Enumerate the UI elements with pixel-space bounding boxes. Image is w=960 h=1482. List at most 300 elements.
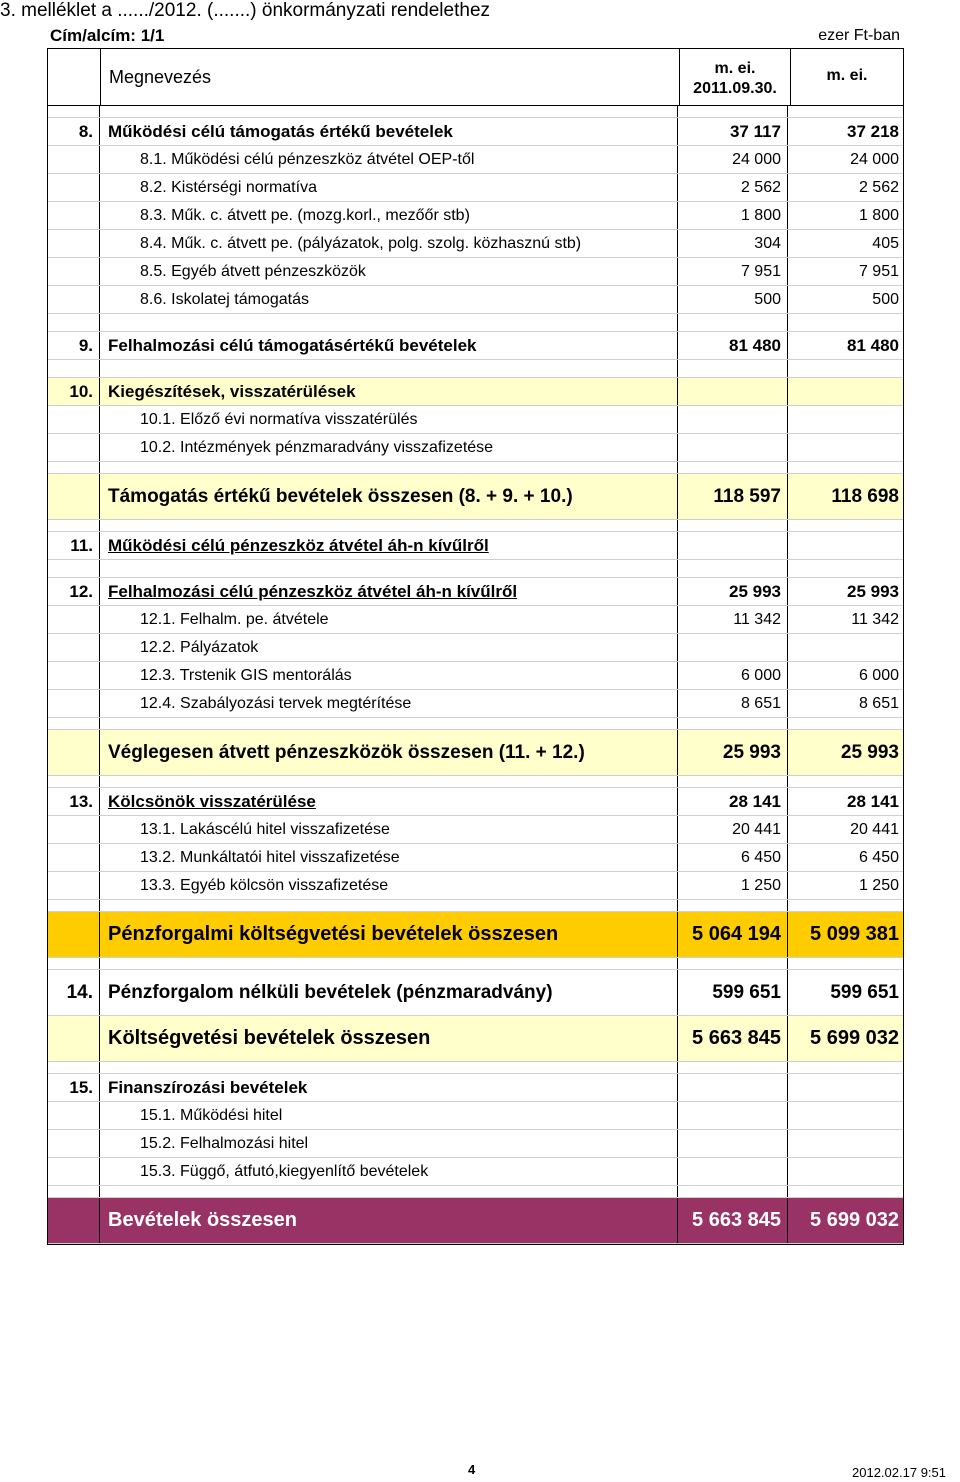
header-number-cell xyxy=(48,49,101,105)
spacer-row xyxy=(48,1062,903,1074)
table-row xyxy=(48,872,903,900)
row-value1-cell xyxy=(678,202,788,229)
row-label-cell xyxy=(100,106,678,117)
row-value1-text: 1 800 xyxy=(740,206,781,224)
row-value1-text: 25 993 xyxy=(722,741,781,763)
spacer-row xyxy=(48,462,903,474)
row-value2-text: 6 450 xyxy=(858,848,899,866)
row-label-text: Felhalmozási célú támogatásértékű bevételek xyxy=(108,335,477,355)
row-value2-cell xyxy=(788,1186,903,1197)
table-row xyxy=(48,912,903,958)
row-value1-cell xyxy=(678,230,788,257)
row-value2-cell xyxy=(788,912,903,957)
row-label-cell xyxy=(100,900,678,911)
row-label-cell xyxy=(100,1074,678,1101)
row-value1-cell xyxy=(678,634,788,661)
row-value2-cell xyxy=(788,332,903,359)
row-value1-cell xyxy=(678,970,788,1015)
row-value1-text: 20 441 xyxy=(732,820,781,838)
row-label-text: 15.1. Működési hitel xyxy=(140,1106,283,1124)
row-value1-text: 81 480 xyxy=(729,335,781,355)
row-value2-cell xyxy=(788,1016,903,1061)
row-label-cell xyxy=(100,560,678,577)
row-label-text: Költségvetési bevételek összesen xyxy=(108,1027,431,1049)
row-value2-text: 5 099 381 xyxy=(810,923,899,945)
row-value2-cell xyxy=(788,662,903,689)
row-label-text: 12.2. Pályázatok xyxy=(140,638,259,656)
row-number-cell xyxy=(48,1130,100,1157)
row-value2-cell xyxy=(788,230,903,257)
row-number-cell xyxy=(48,1062,100,1073)
row-value2-cell xyxy=(788,258,903,285)
row-value2-text: 500 xyxy=(872,290,899,308)
row-value1-cell xyxy=(678,406,788,433)
row-value2-cell xyxy=(788,1198,903,1243)
row-value2-cell xyxy=(788,560,903,577)
row-value2-cell xyxy=(788,900,903,911)
unit-label: ezer Ft-ban xyxy=(818,27,900,44)
row-label-text: Működési célú támogatás értékű bevételek xyxy=(108,121,453,141)
row-value2-cell xyxy=(788,1102,903,1129)
row-value2-text: 5 699 032 xyxy=(810,1027,899,1049)
row-number-cell xyxy=(48,286,100,313)
revenue-table xyxy=(47,48,904,1245)
row-value1-cell xyxy=(678,360,788,377)
table-body xyxy=(48,106,903,1244)
row-label-cell xyxy=(100,378,678,405)
table-row xyxy=(48,532,903,560)
row-value1-cell xyxy=(678,776,788,787)
row-value1-cell xyxy=(678,560,788,577)
row-value2-text: 7 951 xyxy=(858,262,899,280)
row-value2-cell xyxy=(788,844,903,871)
row-label-cell xyxy=(100,146,678,173)
row-value1-text: 5 663 845 xyxy=(692,1027,781,1049)
row-number-cell xyxy=(48,958,100,969)
spacer-row xyxy=(48,1186,903,1198)
print-timestamp: 2012.02.17 9:51 xyxy=(852,1465,946,1480)
row-number-text: 14. xyxy=(66,981,93,1003)
row-label-text: 8.2. Kistérségi normatíva xyxy=(140,178,317,196)
row-label-cell xyxy=(100,634,678,661)
row-number-text: 9. xyxy=(78,335,93,355)
row-value2-cell xyxy=(788,788,903,815)
row-number-text: 11. xyxy=(70,535,93,555)
row-label-cell xyxy=(100,844,678,871)
row-number-cell xyxy=(48,606,100,633)
row-value2-text: 20 441 xyxy=(850,820,899,838)
row-value2-text: 118 698 xyxy=(831,485,899,507)
row-value1-cell xyxy=(678,174,788,201)
row-label-text: 12.1. Felhalm. pe. átvétele xyxy=(140,610,329,628)
row-label-text: Finanszírozási bevételek xyxy=(108,1077,308,1097)
table-row xyxy=(48,634,903,662)
table-row xyxy=(48,378,903,406)
row-value2-text: 8 651 xyxy=(858,694,899,712)
row-number-cell xyxy=(48,970,100,1015)
row-number-text: 13. xyxy=(69,791,93,811)
row-number-cell xyxy=(48,816,100,843)
row-label-cell xyxy=(100,1130,678,1157)
row-label-cell xyxy=(100,332,678,359)
row-value2-cell xyxy=(788,378,903,405)
table-row xyxy=(48,146,903,174)
spacer-row xyxy=(48,106,903,118)
row-value2-text: 405 xyxy=(872,234,899,252)
row-label-cell xyxy=(100,718,678,729)
spacer-row xyxy=(48,360,903,378)
row-value2-cell xyxy=(788,816,903,843)
row-number-cell xyxy=(48,434,100,461)
row-label-text: 13.3. Egyéb kölcsön visszafizetése xyxy=(140,876,389,894)
row-number-cell xyxy=(48,1158,100,1185)
row-value2-text: 25 993 xyxy=(840,741,899,763)
row-value2-cell xyxy=(788,474,903,519)
row-label-text: 8.1. Működési célú pénzeszköz átvétel OEP-től xyxy=(140,150,475,168)
row-number-cell xyxy=(48,360,100,377)
row-label-cell xyxy=(100,286,678,313)
row-label-cell xyxy=(100,520,678,531)
row-value1-text: 2 562 xyxy=(740,178,781,196)
table-row xyxy=(48,118,903,146)
row-value2-cell xyxy=(788,970,903,1015)
spacer-row xyxy=(48,776,903,788)
row-label-cell xyxy=(100,1102,678,1129)
row-value2-text: 24 000 xyxy=(850,150,899,168)
row-value2-cell xyxy=(788,1130,903,1157)
row-value2-text: 37 218 xyxy=(847,121,899,141)
row-value1-cell xyxy=(678,900,788,911)
row-value1-text: 28 141 xyxy=(729,791,781,811)
row-value2-cell xyxy=(788,462,903,473)
row-number-cell xyxy=(48,462,100,473)
row-value1-text: 118 597 xyxy=(713,485,781,507)
row-value1-cell xyxy=(678,912,788,957)
row-label-text: 13.2. Munkáltatói hitel visszafizetése xyxy=(140,848,400,866)
spacer-row xyxy=(48,520,903,532)
table-row xyxy=(48,1198,903,1244)
row-value2-text: 1 800 xyxy=(858,206,899,224)
row-value1-cell xyxy=(678,1130,788,1157)
row-number-cell xyxy=(48,520,100,531)
row-value1-cell xyxy=(678,1016,788,1061)
table-row xyxy=(48,434,903,462)
row-value1-text: 24 000 xyxy=(732,150,781,168)
row-value2-cell xyxy=(788,360,903,377)
row-number-cell xyxy=(48,912,100,957)
row-label-cell xyxy=(100,690,678,717)
row-value2-cell xyxy=(788,730,903,775)
spacer-row xyxy=(48,900,903,912)
document-title: 3. melléklet a ....../2012. (.......) önkormányzati rendelethez xyxy=(0,0,491,21)
row-label-text: 8.5. Egyéb átvett pénzeszközök xyxy=(140,262,366,280)
column-col1-label: m. ei. 2011.09.30. xyxy=(693,60,777,97)
row-value2-text: 81 480 xyxy=(847,335,899,355)
row-label-text: Pénzforgalom nélküli bevételek (pénzmaradvány) xyxy=(108,981,553,1003)
row-label-text: Felhalmozási célú pénzeszköz átvétel áh-n kívűlről xyxy=(108,581,518,601)
row-value1-cell xyxy=(678,816,788,843)
row-number-cell xyxy=(48,1198,100,1243)
table-row xyxy=(48,1016,903,1062)
table-row xyxy=(48,1158,903,1186)
row-value1-cell xyxy=(678,1186,788,1197)
row-label-text: Kiegészítések, visszatérülések xyxy=(108,381,356,401)
row-number-cell xyxy=(48,146,100,173)
row-value2-text: 2 562 xyxy=(858,178,899,196)
row-label-text: Kölcsönök visszatérülése xyxy=(108,791,316,811)
row-number-cell xyxy=(48,1016,100,1061)
row-number-text: 10. xyxy=(69,381,93,401)
row-number-cell xyxy=(48,378,100,405)
row-number-text: 15. xyxy=(69,1077,93,1097)
row-value1-text: 11 342 xyxy=(733,610,781,628)
row-value1-cell xyxy=(678,958,788,969)
row-value2-cell xyxy=(788,146,903,173)
row-value1-text: 37 117 xyxy=(729,121,781,141)
table-row xyxy=(48,730,903,776)
row-value1-cell xyxy=(678,1102,788,1129)
row-number-cell xyxy=(48,844,100,871)
table-row xyxy=(48,230,903,258)
row-label-text: Véglegesen átvett pénzeszközök összesen (11. + 12.) xyxy=(108,741,585,763)
spacer-row xyxy=(48,958,903,970)
table-row xyxy=(48,406,903,434)
header-col1-cell xyxy=(680,49,791,105)
row-number-cell xyxy=(48,578,100,605)
table-row xyxy=(48,332,903,360)
row-number-cell xyxy=(48,900,100,911)
row-number-cell xyxy=(48,1186,100,1197)
row-label-cell xyxy=(100,360,678,377)
row-label-text: 8.3. Műk. c. átvett pe. (mozg.korl., mezőőr stb) xyxy=(140,206,470,224)
row-value2-text: 6 000 xyxy=(858,666,899,684)
row-value1-cell xyxy=(678,258,788,285)
row-value1-cell xyxy=(678,1198,788,1243)
header-col2-cell xyxy=(791,49,903,105)
row-number-cell xyxy=(48,662,100,689)
row-label-text: 12.3. Trstenik GIS mentorálás xyxy=(140,666,352,684)
row-value2-cell xyxy=(788,106,903,117)
row-label-cell xyxy=(100,202,678,229)
row-label-cell xyxy=(100,1062,678,1073)
row-label-text: 8.4. Műk. c. átvett pe. (pályázatok, polg. szolg. közhasznú stb) xyxy=(140,234,582,252)
row-label-cell xyxy=(100,958,678,969)
row-value2-cell xyxy=(788,174,903,201)
table-row xyxy=(48,202,903,230)
row-value1-cell xyxy=(678,146,788,173)
row-label-cell xyxy=(100,606,678,633)
row-value2-cell xyxy=(788,118,903,145)
row-value1-text: 599 651 xyxy=(712,981,781,1003)
row-value2-cell xyxy=(788,606,903,633)
row-value2-cell xyxy=(788,1062,903,1073)
row-label-cell xyxy=(100,1186,678,1197)
table-row xyxy=(48,844,903,872)
table-row xyxy=(48,662,903,690)
row-value1-cell xyxy=(678,462,788,473)
row-label-cell xyxy=(100,662,678,689)
table-row xyxy=(48,606,903,634)
table-row xyxy=(48,474,903,520)
row-label-cell xyxy=(100,258,678,285)
row-number-cell xyxy=(48,118,100,145)
row-label-cell xyxy=(100,314,678,331)
row-value1-text: 5 064 194 xyxy=(692,923,781,945)
row-label-cell xyxy=(100,788,678,815)
row-value1-text: 7 951 xyxy=(740,262,781,280)
column-name-label: Megnevezés xyxy=(109,67,212,87)
row-number-cell xyxy=(48,1074,100,1101)
row-label-cell xyxy=(100,230,678,257)
row-number-cell xyxy=(48,718,100,729)
row-label-cell xyxy=(100,912,678,957)
row-value1-cell xyxy=(678,844,788,871)
header-name-cell xyxy=(101,49,680,105)
spacer-row xyxy=(48,718,903,730)
row-value2-text: 599 651 xyxy=(830,981,899,1003)
row-value1-text: 8 651 xyxy=(740,694,781,712)
row-value2-cell xyxy=(788,776,903,787)
row-value1-cell xyxy=(678,520,788,531)
row-value1-cell xyxy=(678,532,788,559)
row-value1-cell xyxy=(678,718,788,729)
row-value1-cell xyxy=(678,872,788,899)
row-value1-cell xyxy=(678,434,788,461)
row-value1-cell xyxy=(678,106,788,117)
table-row xyxy=(48,1074,903,1102)
row-value1-cell xyxy=(678,578,788,605)
row-value1-cell xyxy=(678,662,788,689)
row-number-cell xyxy=(48,532,100,559)
row-value2-cell xyxy=(788,520,903,531)
row-value2-text: 1 250 xyxy=(858,876,899,894)
row-value1-text: 1 250 xyxy=(740,876,781,894)
spacer-row xyxy=(48,314,903,332)
row-label-cell xyxy=(100,1198,678,1243)
table-row xyxy=(48,1102,903,1130)
row-label-text: Bevételek összesen xyxy=(108,1209,298,1231)
table-row xyxy=(48,1130,903,1158)
row-value1-text: 6 450 xyxy=(740,848,781,866)
row-value2-cell xyxy=(788,1158,903,1185)
row-number-cell xyxy=(48,230,100,257)
row-label-cell xyxy=(100,474,678,519)
row-label-cell xyxy=(100,578,678,605)
table-row xyxy=(48,816,903,844)
table-row xyxy=(48,258,903,286)
row-number-cell xyxy=(48,202,100,229)
row-label-cell xyxy=(100,730,678,775)
row-label-cell xyxy=(100,776,678,787)
row-value1-cell xyxy=(678,332,788,359)
row-label-cell xyxy=(100,434,678,461)
row-number-cell xyxy=(48,634,100,661)
row-value2-cell xyxy=(788,634,903,661)
row-number-cell xyxy=(48,314,100,331)
row-value2-text: 28 141 xyxy=(847,791,899,811)
row-number-cell xyxy=(48,1102,100,1129)
row-number-cell xyxy=(48,560,100,577)
spacer-row xyxy=(48,560,903,578)
row-value1-text: 304 xyxy=(754,234,781,252)
row-label-cell xyxy=(100,462,678,473)
row-value2-text: 11 342 xyxy=(851,610,899,628)
row-label-cell xyxy=(100,118,678,145)
row-label-text: 15.2. Felhalmozási hitel xyxy=(140,1134,309,1152)
row-label-text: 12.4. Szabályozási tervek megtérítése xyxy=(140,694,412,712)
row-value1-text: 5 663 845 xyxy=(692,1209,781,1231)
row-value2-cell xyxy=(788,958,903,969)
table-row xyxy=(48,690,903,718)
row-value1-cell xyxy=(678,730,788,775)
row-value1-cell xyxy=(678,378,788,405)
row-value1-cell xyxy=(678,474,788,519)
row-label-cell xyxy=(100,532,678,559)
row-value2-cell xyxy=(788,202,903,229)
row-number-text: 8. xyxy=(78,121,93,141)
document-subtitle: Cím/alcím: 1/1 xyxy=(50,26,165,45)
row-number-cell xyxy=(48,690,100,717)
row-value1-text: 6 000 xyxy=(740,666,781,684)
row-label-cell xyxy=(100,872,678,899)
row-value1-cell xyxy=(678,690,788,717)
page-number: 4 xyxy=(468,1462,476,1477)
row-number-cell xyxy=(48,106,100,117)
row-label-cell xyxy=(100,174,678,201)
row-label-text: 15.3. Függő, átfutó,kiegyenlítő bevételek xyxy=(140,1162,429,1180)
row-label-text: 13.1. Lakáscélú hitel visszafizetése xyxy=(140,820,390,838)
row-value2-cell xyxy=(788,314,903,331)
row-label-cell xyxy=(100,816,678,843)
table-row xyxy=(48,788,903,816)
column-col2-label: m. ei. xyxy=(826,67,868,84)
table-row xyxy=(48,174,903,202)
row-value2-cell xyxy=(788,286,903,313)
row-label-text: 8.6. Iskolatej támogatás xyxy=(140,290,309,308)
row-value2-cell xyxy=(788,578,903,605)
row-value1-text: 25 993 xyxy=(729,581,781,601)
row-label-text: Pénzforgalmi költségvetési bevételek összesen xyxy=(108,923,559,945)
table-row xyxy=(48,286,903,314)
row-number-cell xyxy=(48,788,100,815)
row-label-cell xyxy=(100,406,678,433)
row-label-cell xyxy=(100,1158,678,1185)
row-label-cell xyxy=(100,1016,678,1061)
row-number-cell xyxy=(48,872,100,899)
row-value1-cell xyxy=(678,314,788,331)
row-value2-cell xyxy=(788,690,903,717)
row-number-text: 12. xyxy=(69,581,93,601)
row-number-cell xyxy=(48,174,100,201)
row-number-cell xyxy=(48,406,100,433)
row-value1-cell xyxy=(678,286,788,313)
table-header xyxy=(48,49,903,106)
table-row xyxy=(48,578,903,606)
row-value2-text: 25 993 xyxy=(847,581,899,601)
row-number-cell xyxy=(48,474,100,519)
row-number-cell xyxy=(48,730,100,775)
row-label-text: Működési célú pénzeszköz átvétel áh-n kívűlről xyxy=(108,535,489,555)
row-label-text: Támogatás értékű bevételek összesen (8. + 9. + 10.) xyxy=(108,485,573,507)
row-value1-cell xyxy=(678,1074,788,1101)
row-value2-cell xyxy=(788,872,903,899)
row-number-cell xyxy=(48,258,100,285)
row-label-text: 10.1. Előző évi normatíva visszatérülés xyxy=(140,410,418,428)
row-number-cell xyxy=(48,776,100,787)
row-value1-text: 500 xyxy=(754,290,781,308)
row-value1-cell xyxy=(678,118,788,145)
row-label-cell xyxy=(100,970,678,1015)
